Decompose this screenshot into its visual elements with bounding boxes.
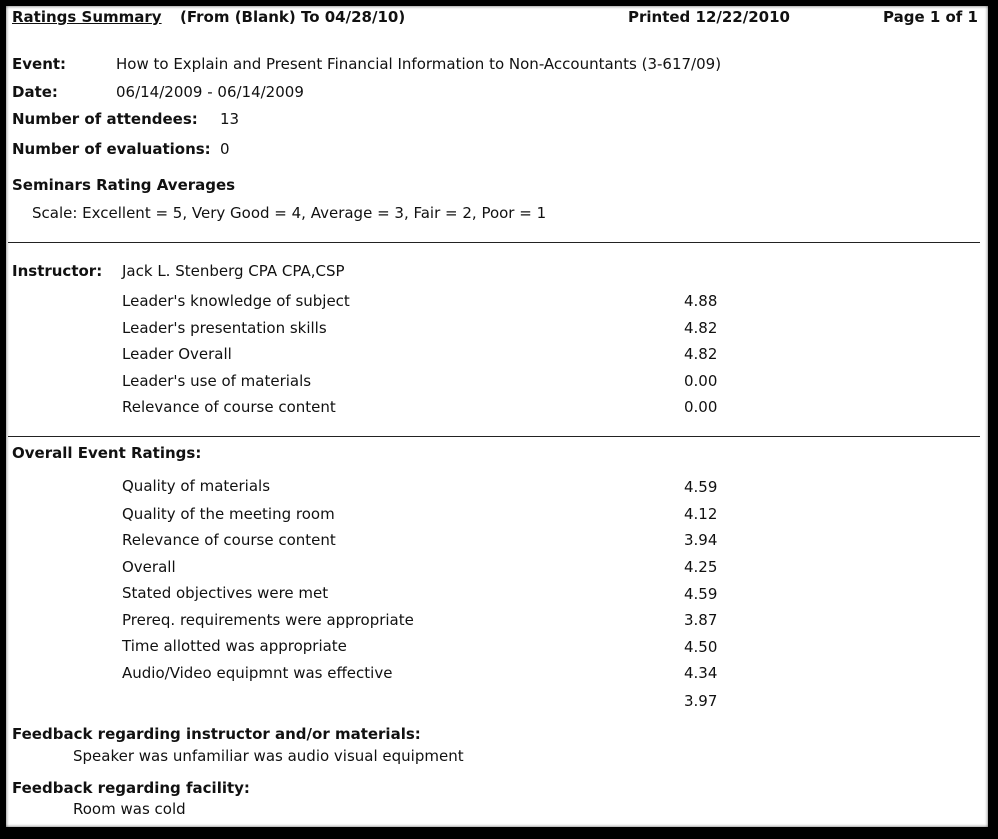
rating-scale: Scale: Excellent = 5, Very Good = 4, Average = 3, Fair = 2, Poor = 1 [32,204,547,222]
overall-heading: Overall Event Ratings: [12,444,202,462]
instructor-rating-value: 0.00 [684,398,718,416]
instructor-rating-label: Relevance of course content [122,398,336,416]
page-number: Page 1 of 1 [883,8,978,26]
instructor-rating-label: Leader's presentation skills [122,319,327,337]
overall-rating-label: Stated objectives were met [122,584,329,602]
overall-rating-value: 4.59 [684,478,718,496]
overall-rating-label: Relevance of course content [122,531,336,549]
evaluations-label: Number of evaluations: [12,140,211,158]
overall-rating-label: Overall [122,558,176,576]
section-divider [8,436,980,437]
attendees-value: 13 [220,110,240,128]
overall-rating-value: 3.87 [684,611,718,629]
event-value: How to Explain and Present Financial Information to Non-Accountants (3-617/09) [116,55,722,73]
date-range: (From (Blank) To 04/28/10) [180,8,406,26]
feedback-facility-text: Room was cold [73,800,186,818]
overall-rating-label: Audio/Video equipmnt was effective [122,664,393,682]
instructor-rating-label: Leader's use of materials [122,372,312,390]
instructor-label: Instructor: [12,262,103,280]
instructor-name: Jack L. Stenberg CPA CPA,CSP [122,262,345,280]
feedback-instructor-heading: Feedback regarding instructor and/or materials: [12,725,421,743]
overall-rating-value: 4.34 [684,664,718,682]
overall-rating-label: Quality of the meeting room [122,505,335,523]
printed-date: Printed 12/22/2010 [628,8,790,26]
overall-rating-value: 4.59 [684,585,718,603]
overall-rating-label: Time allotted was appropriate [122,637,347,655]
report-title: Ratings Summary [12,8,162,26]
overall-rating-label: Quality of materials [122,477,271,495]
overall-rating-value: 3.94 [684,531,718,549]
overall-average-value: 3.97 [684,692,718,710]
overall-rating-label: Prereq. requirements were appropriate [122,611,414,629]
instructor-rating-value: 4.82 [684,345,718,363]
overall-rating-value: 4.50 [684,638,718,656]
feedback-instructor-text: Speaker was unfamiliar was audio visual equipment [73,747,464,765]
date-label: Date: [12,83,58,101]
event-label: Event: [12,55,67,73]
feedback-facility-heading: Feedback regarding facility: [12,779,250,797]
overall-rating-value: 4.25 [684,558,718,576]
instructor-rating-value: 4.82 [684,319,718,337]
instructor-rating-value: 4.88 [684,292,718,310]
attendees-label: Number of attendees: [12,110,198,128]
overall-rating-value: 4.12 [684,505,718,523]
evaluations-value: 0 [220,140,230,158]
section-divider [8,242,980,243]
instructor-rating-label: Leader's knowledge of subject [122,292,350,310]
seminars-heading: Seminars Rating Averages [12,176,236,194]
instructor-rating-label: Leader Overall [122,345,232,363]
date-value: 06/14/2009 - 06/14/2009 [116,83,304,101]
instructor-rating-value: 0.00 [684,372,718,390]
